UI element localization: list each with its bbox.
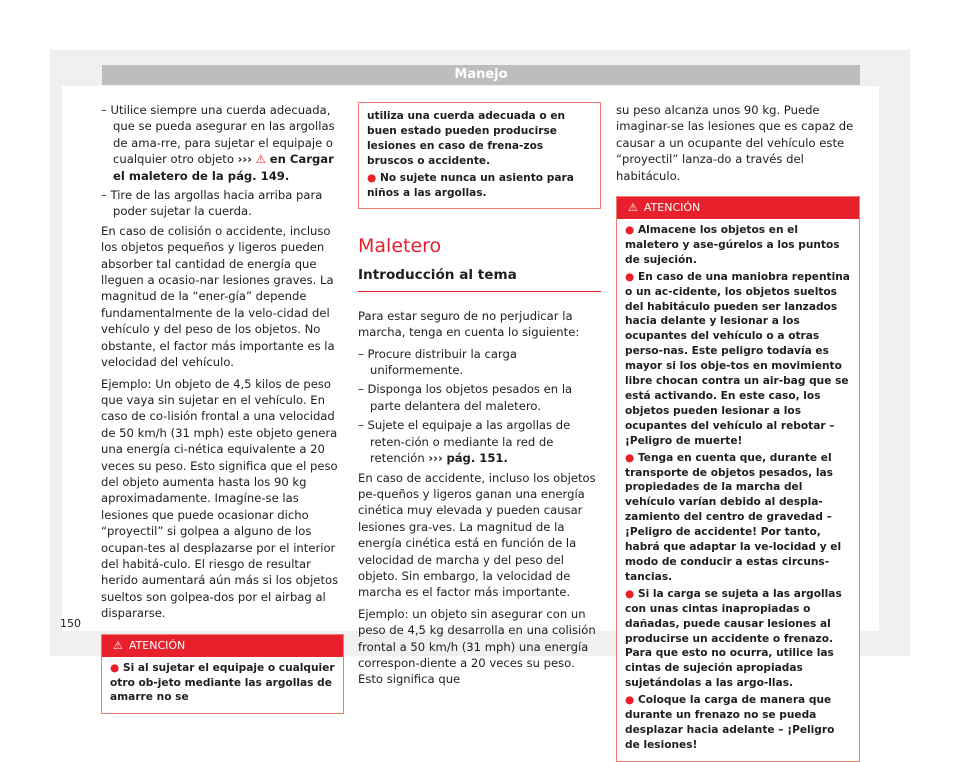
- reference-arrow: ›››: [428, 451, 443, 466]
- warning-box: [616, 196, 860, 762]
- warning-item: ● Si la carga se sujeta a las argollas con unas cintas inapropiadas o dañadas, puede causar lesiones al producirse un accidente o frenazo. Para que esto no ocurra, utilice las cintas de sujeción apropiadas sujetándolas a las argo-llas.: [625, 587, 842, 690]
- bullet-icon: ●: [625, 694, 635, 707]
- warning-item: ● No sujete nunca un asiento para niños a las argollas.: [367, 171, 574, 199]
- warning-body: [617, 219, 859, 761]
- list-item: – Utilice siempre una cuerda adecuada, que se pueda asegurar en las argollas de ama-rre, para sujetar el equipaje o cualquier otro objeto ››› ⚠ en Cargar el maletero de la pág. 149.: [101, 102, 344, 184]
- column-2: [358, 102, 601, 693]
- cross-reference-link[interactable]: pág. 151: [446, 451, 504, 466]
- warning-header: [102, 635, 343, 657]
- list-item: – Procure distribuir la carga uniformemente.: [358, 346, 601, 379]
- paragraph: En caso de accidente, incluso los objetos pe-queños y ligeros ganan una energía cinética muy elevada y pueden causar lesiones gra-ves. La magnitud de la energía cinética está en función de la velocidad de marcha y del peso del objeto. Sin embargo, la velocidad de marcha es el factor más importante.: [358, 470, 596, 600]
- paragraph: Para estar seguro de no perjudicar la marcha, tenga en cuenta lo siguiente:: [358, 308, 580, 340]
- warning-item: ● Coloque la carga de manera que durante un frenazo no se pueda desplazar hacia adelante – ¡Peligro de lesiones!: [625, 694, 835, 751]
- column-1: [101, 102, 344, 714]
- warning-title: ATENCIÓN: [643, 201, 701, 215]
- paragraph: En caso de colisión o accidente, incluso los objetos pequeños y ligeros pueden absorber tal cantidad de energía que lleguen a ocasio-nar lesiones graves. La magnitud de la “ener-gía” depende fundamentalmente de la velo-cidad del vehículo y del peso de los objetos. No obstante, el factor más importante es la velocidad del vehículo.: [101, 223, 335, 370]
- warning-body: [102, 657, 343, 714]
- page-number: 150: [60, 617, 81, 630]
- warning-header: [617, 197, 859, 219]
- reference-arrow: ›››: [237, 152, 252, 167]
- paragraph: su peso alcanza unos 90 kg. Puede imaginar-se las lesiones que es capaz de causar a un ocupante del vehículo este “proyectil” lanza-do a través del habitáculo.: [616, 103, 854, 183]
- subsection-title: Introducción al tema: [358, 267, 601, 291]
- list-item: – Sujete el equipaje a las argollas de reten-ción o mediante la red de retención ››› pág. 151.: [358, 417, 601, 466]
- warning-item: ● Almacene los objetos en el maletero y ase-gúrelos a los puntos de sujeción.: [625, 224, 840, 266]
- bullet-icon: ●: [110, 661, 120, 674]
- warning-body: [359, 103, 600, 208]
- paragraph: Ejemplo: Un objeto de 4,5 kilos de peso que vaya sin sujetar en el vehículo. En caso de co-lisión frontal a una velocidad de 50 km/h (31 mph) este objeto genera una energía ci-nética equivalente a 20 veces su peso. Esto significa que el peso del objeto aumenta hasta los 90 kg aproximadamente. Imagíne-se las lesiones que puede ocasionar dicho “proyectil” si golpea a alguno de los ocupan-tes al desplazarse por el interior del habitá-culo. El riesgo de resultar herido aumentará aún más si los objetos sueltos son golpea-dos por el airbag al dispararse.: [101, 376, 339, 621]
- warning-triangle-icon: ⚠: [113, 638, 123, 652]
- list-item-text: Utilice siempre una cuerda adecuada, que se pueda asegurar en las argollas de ama-rre, para sujetar el equipaje o cualquier otro objeto: [110, 103, 335, 167]
- bullet-icon: ●: [625, 224, 635, 237]
- warning-triangle-icon: ⚠: [255, 152, 267, 167]
- list-item: – Tire de las argollas hacia arriba para poder sujetar la cuerda.: [101, 187, 344, 220]
- warning-box-continued: [358, 102, 601, 209]
- warning-item: ● Tenga en cuenta que, durante el transporte de objetos pesados, las propiedades de la marcha del vehículo varían debido al despla-zamiento del centro de gravedad – ¡Peligro de accidente! Por tanto, habrá que adaptar la ve-locidad y el modo de conducir a estas circuns-tancias.: [625, 451, 842, 583]
- warning-item: utiliza una cuerda adecuada o en buen estado pueden producirse lesiones en caso de frena-zos bruscos o accidente.: [367, 110, 566, 167]
- column-3: [616, 102, 860, 762]
- page-header: Manejo: [102, 65, 860, 85]
- warning-box: [101, 634, 344, 715]
- bullet-icon: ●: [367, 171, 377, 184]
- bullet-icon: ●: [625, 587, 635, 600]
- paragraph: Ejemplo: un objeto sin asegurar con un peso de 4,5 kg desarrolla en una colisión frontal a 50 km/h (31 mph) una energía correspon-diente a 20 veces su peso. Esto significa que: [358, 606, 596, 687]
- bullet-icon: ●: [625, 270, 635, 283]
- bullet-icon: ●: [625, 451, 635, 464]
- warning-triangle-icon: ⚠: [628, 201, 638, 215]
- cross-reference-link[interactable]: en Cargar el maletero de la pág. 149: [113, 152, 334, 183]
- list-item: – Disponga los objetos pesados en la parte delantera del maletero.: [358, 381, 601, 414]
- warning-title: ATENCIÓN: [128, 638, 186, 652]
- warning-item: ● Si al sujetar el equipaje o cualquier otro ob-jeto mediante las argollas de amarre no se: [110, 661, 335, 704]
- section-title: Maletero: [358, 235, 442, 258]
- warning-item: ● En caso de una maniobra repentina o un ac-cidente, los objetos sueltos del habitáculo pueden ser lanzados hacia delante y lesionar a los ocupantes del vehículo o a otras perso-nas. Este peligro todavía es mayor si los obje-tos en movimiento libre chocan contra un air-bag que se está activando. En este caso, los objetos pueden lesionar a los ocupantes del vehículo al rebotar – ¡Peligro de muerte!: [625, 270, 850, 447]
